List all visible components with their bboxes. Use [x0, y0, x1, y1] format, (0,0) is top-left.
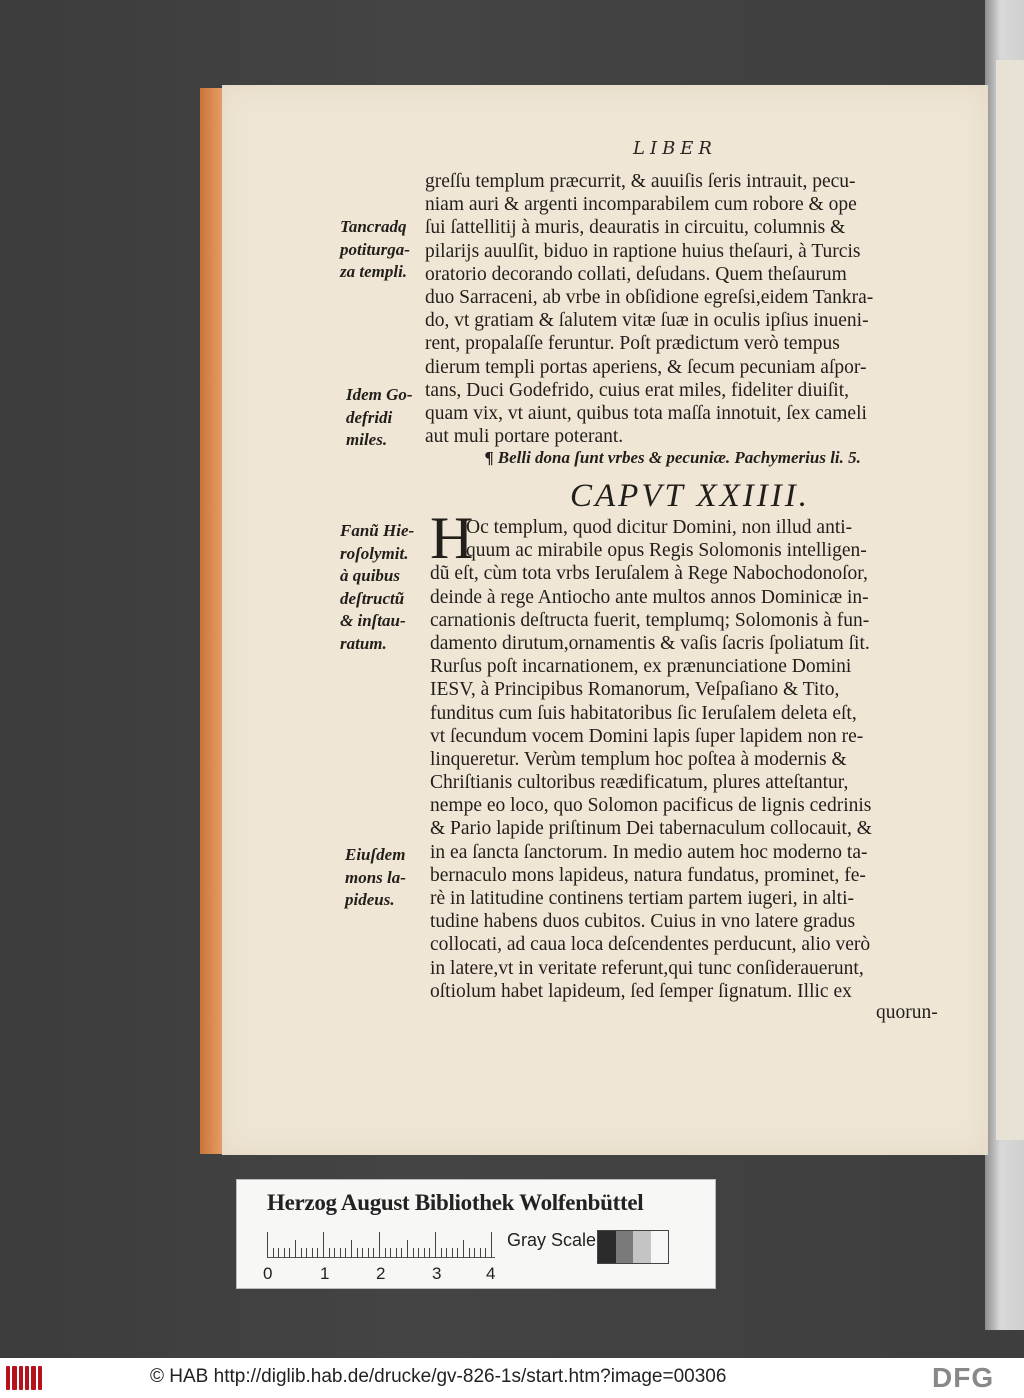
logo-bar: [6, 1366, 10, 1390]
margin-note-line: za templi.: [340, 262, 408, 281]
ruler-number: 4: [486, 1264, 496, 1283]
text-line: rent, propalaſſe feruntur. Poſt prædictum verò tempus: [425, 333, 840, 355]
ruler-tick: [446, 1248, 447, 1258]
text-line: bernaculo mons lapideus, natura fundatus, prominet, fe-: [430, 864, 866, 886]
ruler-number: 2: [376, 1264, 386, 1283]
ruler-tick: [289, 1248, 290, 1258]
margin-note-godefridi: [346, 384, 413, 452]
ruler-tick: [396, 1248, 397, 1258]
margin-note-line: Fanũ Hie-: [340, 521, 415, 540]
ruler-tick: [340, 1248, 341, 1258]
ruler-scale: [267, 1230, 497, 1258]
text-line: tudine habens duos cubitos. Cuius in vno latere gradus: [430, 911, 856, 933]
ruler-tick: [368, 1248, 369, 1258]
ruler-tick: [267, 1232, 268, 1258]
margin-note-line: Eiuſdem: [345, 845, 406, 864]
ruler-number: 3: [432, 1264, 442, 1283]
ruler-tick: [357, 1248, 358, 1258]
ruler-tick: [418, 1248, 419, 1258]
margin-note-line: & inſtau-: [340, 611, 406, 630]
text-line: duo Sarraceni, ab vrbe in obſidione egreſsi,eidem Tankra-: [425, 286, 874, 308]
margin-note-line: defridi: [346, 407, 393, 427]
margin-note-fanum: [340, 520, 414, 655]
text-line: carnationis deſtructa fuerit, templumq; Solomonis à fun-: [430, 609, 870, 631]
text-line: quum ac mirabile opus Regis Solomonis intelligen-: [466, 540, 867, 562]
text-line: quam vix, vt aiunt, quibus tota maſſa innotuit, ſex cameli: [425, 402, 867, 424]
text-line: Rurſus poſt incarnationem, ex prænunciatione Domini: [430, 656, 852, 678]
logo-bar: [12, 1366, 16, 1390]
logo-bar: [38, 1366, 42, 1390]
ruler-tick: [306, 1248, 307, 1258]
text-line: do, vt gratiam & ſalutem vitæ ſuæ in oculis ipſius inueni-: [425, 310, 869, 332]
text-line: vt ſecundum vocem Domini lapis ſuper lapidem non re-: [430, 725, 864, 747]
source-line: © HAB http://diglib.hab.de/drucke/gv-826-1s/start.htm?image=00306: [150, 1366, 727, 1387]
catchword: quorun-: [876, 1002, 938, 1023]
margin-note-line: pideus.: [345, 890, 395, 909]
hab-logo-icon: [6, 1366, 42, 1390]
ruler-tick: [351, 1240, 352, 1258]
logo-bar: [19, 1366, 23, 1390]
text-line: linqueretur. Verùm templum hoc poſtea à modernis &: [430, 748, 847, 770]
margin-note-line: à quibus: [340, 566, 400, 585]
running-head: LIBER: [633, 138, 717, 159]
ruler-tick: [485, 1248, 486, 1258]
ruler-tick: [295, 1240, 296, 1258]
ruler-tick: [273, 1248, 274, 1258]
text-line: aut muli portare poterant.: [425, 426, 624, 448]
text-block-1: [425, 170, 955, 448]
text-line: oſtiolum habet lapideum, ſed ſemper ſignatum. Illic ex: [430, 980, 852, 1002]
ruler-tick: [329, 1248, 330, 1258]
text-line: tans, Duci Godefrido, cuius erat miles, fideliter diuiſit,: [425, 379, 850, 401]
gray-swatch: [651, 1231, 669, 1263]
text-line: & Pario lapide priſtinum Dei tabernaculum collocauit, &: [430, 818, 872, 840]
library-title: Herzog August Bibliothek Wolfenbüttel: [267, 1190, 644, 1215]
ruler-tick: [480, 1248, 481, 1258]
text-block-2: [430, 516, 960, 1003]
ruler-tick: [284, 1248, 285, 1258]
gray-swatch: [633, 1231, 651, 1263]
logo-bar: [25, 1366, 29, 1390]
text-line: IESV, à Principibus Romanorum, Veſpaſiano & Tito,: [430, 679, 840, 701]
footer-bar: [0, 1358, 1024, 1398]
margin-note-line: mons la-: [345, 867, 406, 887]
text-line: dũ eſt, cùm tota vrbs Ieruſalem à Rege Nabochodonoſor,: [430, 563, 868, 585]
text-line: greſſu templum præcurrit, & auuiſis ſeris intrauit, pecu-: [425, 171, 856, 192]
page-edge: [200, 88, 224, 1154]
ruler-tick: [424, 1248, 425, 1258]
text-line: niam auri & argenti incomparabilem cum robore & ope: [425, 194, 857, 216]
margin-note-line: miles.: [346, 430, 388, 449]
text-line: Chriſtianis cultoribus reædificatum, plures atteſtantur,: [430, 772, 849, 794]
text-line: pilarijs auulſit, biduo in raptione huius theſauri, à Turcis: [425, 240, 861, 262]
gray-swatch: [598, 1231, 616, 1263]
ruler-tick: [385, 1248, 386, 1258]
ruler-tick: [441, 1248, 442, 1258]
text-line: deinde à rege Antiocho ante multos annos Dominicæ in-: [430, 586, 869, 608]
ruler-tick: [413, 1248, 414, 1258]
text-line: damento dirutum,ornamentis & vaſis ſacris ſpoliatum ſit.: [430, 632, 870, 654]
margin-note-line: roſolymit.: [340, 543, 409, 563]
text-line: oratorio decorando collati, deſudans. Quem theſaurum: [425, 263, 847, 285]
ruler-tick: [345, 1248, 346, 1258]
ruler-tick: [312, 1248, 313, 1258]
ruler-tick: [429, 1248, 430, 1258]
ruler-tick: [469, 1248, 470, 1258]
gray-scale-swatches: [597, 1230, 669, 1264]
text-line: dierum templi portas aperiens, & ſecum pecuniam aſpor-: [425, 356, 867, 378]
text-line: in latere,vt in veritate referunt,qui tunc conſiderauerunt,: [430, 957, 864, 979]
dfg-logo: DFG: [932, 1362, 995, 1393]
ruler-tick: [334, 1248, 335, 1258]
margin-note-line: potiturga-: [340, 239, 410, 259]
text-line: rè in latitudine continens tertiam partem iugeri, in alti-: [430, 888, 854, 909]
ruler-tick: [390, 1248, 391, 1258]
ruler-tick: [379, 1232, 380, 1258]
gray-swatch: [616, 1231, 634, 1263]
ruler-tick: [435, 1232, 436, 1258]
text-line: Oc templum, quod dicitur Domini, non illud anti-: [466, 517, 853, 538]
ruler-tick: [407, 1240, 408, 1258]
text-line: collocati, ad caua loca deſcendentes perducunt, alio verò: [430, 934, 871, 956]
ruler-tick: [301, 1248, 302, 1258]
text-line: in ea ſancta ſanctorum. In medio autem hoc moderno ta-: [430, 841, 868, 863]
text-line: ſui ſattellitij à muris, deauratis in circuitu, columnis &: [425, 217, 846, 239]
ruler-tick: [463, 1240, 464, 1258]
ruler-tick: [323, 1232, 324, 1258]
ruler-tick: [457, 1248, 458, 1258]
margin-note-line: ratum.: [340, 633, 387, 653]
margin-note-line: Tancradq: [340, 217, 407, 236]
ruler-tick: [317, 1248, 318, 1258]
text-line: funditus cum ſuis habitatoribus ſic Ieruſalem deleta eſt,: [430, 702, 857, 724]
margin-note-line: Idem Go-: [346, 385, 413, 404]
scale-ruler-card: [236, 1179, 716, 1289]
drop-capital: H: [430, 505, 474, 571]
gray-scale-label: Gray Scale: [507, 1230, 597, 1250]
ruler-tick: [373, 1248, 374, 1258]
margin-note-mons: [345, 844, 406, 912]
ruler-tick: [278, 1248, 279, 1258]
text-line: nempe eo loco, quo Solomon pacificus de lignis cedrinis: [430, 795, 872, 817]
logo-bar: [31, 1366, 35, 1390]
ruler-tick: [452, 1248, 453, 1258]
ruler-tick: [362, 1248, 363, 1258]
ruler-tick: [474, 1248, 475, 1258]
ruler-tick: [401, 1248, 402, 1258]
ruler-number: 0: [263, 1264, 273, 1283]
ruler-tick: [491, 1232, 492, 1258]
ruler-number: 1: [320, 1264, 330, 1283]
margin-note-line: deſtructũ: [340, 588, 405, 608]
margin-note-tancredus: [340, 216, 410, 284]
chapter-heading: CAPVT XXIIII.: [570, 478, 811, 514]
adjacent-page-edge: [996, 60, 1024, 1140]
caption-line: ¶ Belli dona ſunt vrbes & pecuniæ. Pachymerius li. 5.: [485, 448, 861, 467]
